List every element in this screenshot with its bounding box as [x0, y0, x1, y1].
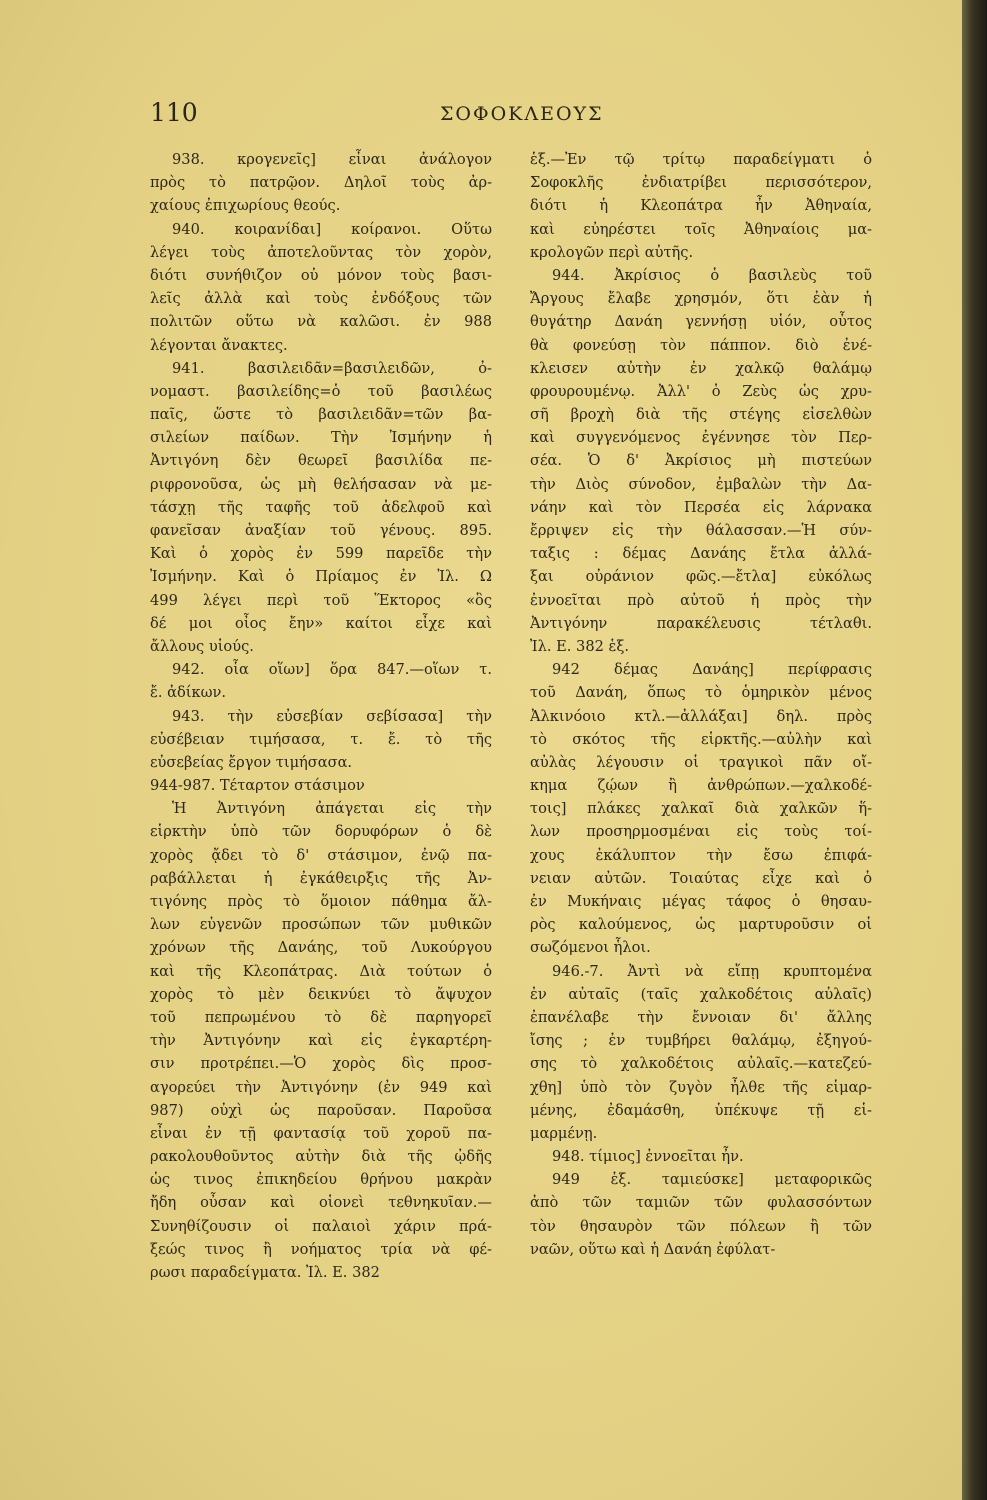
text-line: ταξις : δέμας Δανάης ἔτλα ἀλλά- [530, 545, 872, 563]
text-line: αγορεύει τὴν Ἀντιγόνην (ἐν 949 καὶ [150, 1078, 492, 1096]
text-line: κημα ζῴων ἢ ἀνθρώπων.—χαλκοδέ- [530, 777, 872, 795]
text-line: μένης, ἐδαμάσθη, ὑπέκυψε τῇ εἱ- [530, 1101, 872, 1119]
text-line: ἐν αὐταῖς (ταῖς χαλκοδέτοις αὐλαῖς) [530, 985, 872, 1003]
text-line: ἐπανέλαβε τὴν ἔννοιαν δι' ἄλλης [530, 1008, 872, 1026]
text-line: τοις] πλάκες χαλκαῖ διὰ χαλκῶν ἥ- [530, 800, 872, 818]
text-line: σης τὸ χαλκοδέτοις αὐλαῖς.—κατεζεύ- [530, 1055, 872, 1073]
text-line: ρακολουθοῦντος αὐτὴν διὰ τῆς ᾠδῆς [150, 1148, 492, 1166]
text-line: τὴν Ἀντιγόνην καὶ εἰς ἐγκαρτέρη- [150, 1032, 492, 1050]
text-line: νάην καὶ τὸν Περσέα εἰς λάρνακα [530, 498, 872, 516]
text-line: λέγονται ἄνακτες. [150, 336, 288, 354]
text-line: τὸν θησαυρὸν τῶν πόλεων ἢ τῶν [530, 1217, 872, 1235]
text-line: διότι ἡ Κλεοπάτρα ἦν Ἀθηναία, [530, 197, 872, 215]
page-number: 110 [150, 98, 198, 127]
text-line: ἄλλους υἱούς. [150, 637, 254, 655]
text-line: ρωσι παραδείγματα. Ἰλ. Ε. 382 [150, 1264, 380, 1281]
text-line: 987) οὐχὶ ὡς παροῦσαν. Παροῦσα [150, 1101, 492, 1119]
left-text-column [150, 148, 492, 1284]
text-line: 942. οἷα οἵων] ὅρα 847.—οἵων τ. [172, 661, 492, 679]
text-line: αὐλὰς λέγουσιν οἱ τραγικοὶ πᾶν οἴ- [530, 753, 872, 771]
text-line: 948. τίμιος] ἐννοεῖται ἦν. [552, 1148, 744, 1166]
text-line: ξαι οὐράνιον φῶς.—ἔτλα] εὐκόλως [530, 568, 872, 586]
text-line: 944. Ἀκρίσιος ὁ βασιλεὺς τοῦ [552, 266, 872, 284]
text-line: λων εὐγενῶν προσώπων τῶν μυθικῶν [150, 916, 492, 934]
text-line: ἐννοεῖται πρὸ αὐτοῦ ἡ πρὸς τὴν [530, 591, 872, 609]
text-line: τιγόνης πρὸς τὸ ὅμοιον πάθημα ἄλ- [150, 893, 492, 910]
text-line: εὐσεβείας ἔργον τιμήσασα. [150, 753, 353, 771]
text-line: ξεώς τινος ἢ νοήματος τρία νὰ φέ- [150, 1240, 492, 1258]
text-line: Ἰλ. Ε. 382 ἑξ. [530, 637, 630, 655]
text-line: κλεισεν αὐτὴν ἐν χαλκῷ θαλάμῳ [530, 359, 872, 377]
text-line: 940. κοιρανίδαι] κοίρανοι. Οὕτω [172, 220, 492, 238]
right-text-column [530, 148, 872, 1261]
text-line: φρουρουμένῳ. Ἀλλ' ὁ Ζεὺς ὡς χρυ- [530, 382, 872, 400]
text-line: καὶ συγγενόμενος ἐγέννησε τὸν Περ- [530, 429, 872, 447]
text-line: ὡς τινος ἐπικηδείου θρήνου μακρὰν [150, 1171, 492, 1189]
text-line: 941. βασιλειδᾶν=βασιλειδῶν, ὀ- [172, 359, 492, 377]
text-line: σιλείων παίδων. Τὴν Ἰσμήνην ἡ [150, 429, 492, 447]
text-line: λεῖς ἀλλὰ καὶ τοὺς ἐνδόξους τῶν [150, 290, 492, 308]
text-line: ἔρριψεν εἰς τὴν θάλασσαν.—Ἡ σύν- [530, 522, 872, 539]
text-line: νομαστ. βασιλείδης=ὁ τοῦ βασιλέως [150, 382, 492, 400]
text-line: χορὸς τὸ μὲν δεικνύει τὸ ἄψυχον [150, 985, 492, 1003]
text-line: Ἀλκινόοιο κτλ.—ἀλλάξαι] δηλ. πρὸς [530, 707, 872, 725]
text-line: σέα. Ὁ δ' Ἀκρίσιος μὴ πιστεύων [530, 452, 872, 470]
text-line: ναῶν, οὕτω καὶ ἡ Δανάη ἐφύλατ- [530, 1240, 776, 1258]
text-line: 942 δέμας Δανάης] περίφρασις [552, 661, 872, 679]
text-line: ἤδη οὖσαν καὶ οἱονεὶ τεθνηκυῖαν.— [150, 1194, 492, 1212]
text-line: Ἰσμήνην. Καὶ ὁ Πρίαμος ἐν Ἰλ. Ω [150, 568, 492, 586]
text-line: φανεῖσαν ἀναξίαν τοῦ γένους. 895. [150, 522, 492, 539]
text-line: Σοφοκλῆς ἐνδιατρίβει περισσότερον, [530, 174, 872, 192]
text-line: Ἀντιγόνη δὲν θεωρεῖ βασιλίδα πε- [150, 452, 492, 470]
text-line: εἶναι ἐν τῇ φαντασίᾳ τοῦ χοροῦ πα- [150, 1124, 492, 1142]
text-line: δέ μοι οἶος ἔην» καίτοι εἶχε καὶ [150, 614, 492, 632]
text-line: χους ἐκάλυπτον τὴν ἔσω ἐπιφά- [530, 846, 872, 864]
page-edge-shadow [962, 0, 987, 1500]
text-line: σωζόμενοι ἧλοι. [530, 939, 651, 957]
text-line: χορὸς ᾄδει τὸ δ' στάσιμον, ἐνῷ πα- [150, 846, 492, 864]
text-line: καὶ τῆς Κλεοπάτρας. Διὰ τούτων ὁ [150, 962, 492, 980]
text-line: 946.-7. Ἀντὶ νὰ εἴπῃ κρυπτομένα [552, 962, 872, 980]
text-line: παῖς, ὥστε τὸ βασιλειδᾶν=τῶν βα- [150, 406, 492, 424]
text-line: εὐσέβειαν τιμήσασα, τ. ἔ. τὸ τῆς [150, 730, 492, 748]
text-line: θυγάτηρ Δανάη γεννήσῃ υἱόν, οὗτος [530, 313, 872, 331]
text-line: ἔ. ἀδίκων. [150, 684, 227, 702]
text-line: εἱρκτὴν ὑπὸ τῶν δορυφόρων ὁ δὲ [150, 823, 492, 841]
text-line: ἐν Μυκήναις μέγας τάφος ὁ θησαυ- [530, 893, 872, 910]
text-line: τὴν Διὸς σύνοδον, ἐμβαλὼν τὴν Δα- [530, 475, 872, 493]
text-line: 938. κρογενεῖς] εἶναι ἀνάλογον [172, 151, 492, 168]
text-line: λων προσηρμοσμέναι εἰς τοὺς τοί- [530, 823, 872, 841]
text-line: χαίους ἐπιχωρίους θεούς. [150, 197, 341, 215]
text-line: καὶ εὐηρέστει τοῖς Ἀθηναίοις μα- [530, 220, 872, 238]
text-line: χθη] ὑπὸ τὸν ζυγὸν ἦλθε τῆς εἱμαρ- [530, 1078, 872, 1096]
running-head: ΣΟΦΟΚΛΕΟΥΣ [440, 103, 604, 125]
text-line: ἀπὸ τῶν ταμιῶν τῶν φυλασσόντων [530, 1194, 872, 1212]
text-line: νειαν αὐτῶν. Τοιαύτας εἶχε καὶ ὁ [530, 869, 872, 887]
text-line: θὰ φονεύσῃ τὸν πάππον. διὸ ἐνέ- [530, 336, 872, 354]
text-line: ἴσης ; ἐν τυμβήρει θαλάμῳ, ἐξηγού- [530, 1032, 872, 1050]
text-line: μαρμένῃ. [530, 1124, 598, 1142]
text-line: τὸ σκότος τῆς εἱρκτῆς.—αὐλὴν καὶ [530, 730, 872, 748]
text-line: διότι συνήθιζον οὐ μόνον τοὺς βασι- [150, 266, 492, 284]
text-line: 943. τὴν εὐσεβίαν σεβίσασα] τὴν [172, 707, 492, 725]
text-line: 499 λέγει περὶ τοῦ Ἕκτορος «ὃς [150, 591, 492, 609]
text-line: 944-987. Τέταρτον στάσιμον [150, 777, 365, 795]
text-line: ραβάλλεται ἡ ἐγκάθειρξις τῆς Ἀν- [150, 869, 492, 887]
text-line: σιν προτρέπει.—Ὁ χορὸς δὶς προσ- [150, 1055, 492, 1073]
text-line: λέγει τοὺς ἀποτελοῦντας τὸν χορὸν, [150, 243, 492, 261]
text-line: ρὸς καλούμενος, ὡς μαρτυροῦσιν οἱ [530, 916, 872, 934]
text-line: Καὶ ὁ χορὸς ἐν 599 παρεῖδε τὴν [150, 545, 492, 563]
text-line: τοῦ Δανάη, ὅπως τὸ ὁμηρικὸν μένος [530, 684, 872, 702]
text-line: πολιτῶν οὕτω νὰ καλῶσι. ἐν 988 [150, 313, 492, 331]
text-line: χρόνων τῆς Δανάης, τοῦ Λυκούργου [150, 939, 492, 957]
text-line: Συνηθίζουσιν οἱ παλαιοὶ χάριν πρά- [150, 1217, 492, 1235]
text-line: ἑξ.—Ἐν τῷ τρίτῳ παραδείγματι ὁ [530, 151, 872, 168]
text-line: τάσχῃ τῆς ταφῆς τοῦ ἀδελφοῦ καὶ [150, 498, 492, 516]
text-line: τοῦ πεπρωμένου τὸ δὲ παρηγορεῖ [150, 1008, 492, 1026]
text-line: ριφρονοῦσα, ὡς μὴ θελήσασαν νὰ με- [150, 475, 492, 493]
text-line: Ἀντιγόνην παρακέλευσις τέτλαθι. [530, 614, 872, 632]
text-line: κρολογῶν περὶ αὐτῆς. [530, 243, 694, 261]
text-line: 949 ἑξ. ταμιεύσκε] μεταφορικῶς [552, 1171, 872, 1189]
text-line: Ἡ Ἀντιγόνη ἀπάγεται εἰς τὴν [172, 800, 492, 818]
text-line: σῆ βροχὴ διὰ τῆς στέγης εἰσελθὼν [530, 406, 872, 424]
text-line: πρὸς τὸ πατρῷον. Δηλοῖ τοὺς ἀρ- [150, 174, 492, 192]
text-line: Ἄργους ἔλαβε χρησμόν, ὅτι ἐὰν ἡ [530, 290, 872, 308]
